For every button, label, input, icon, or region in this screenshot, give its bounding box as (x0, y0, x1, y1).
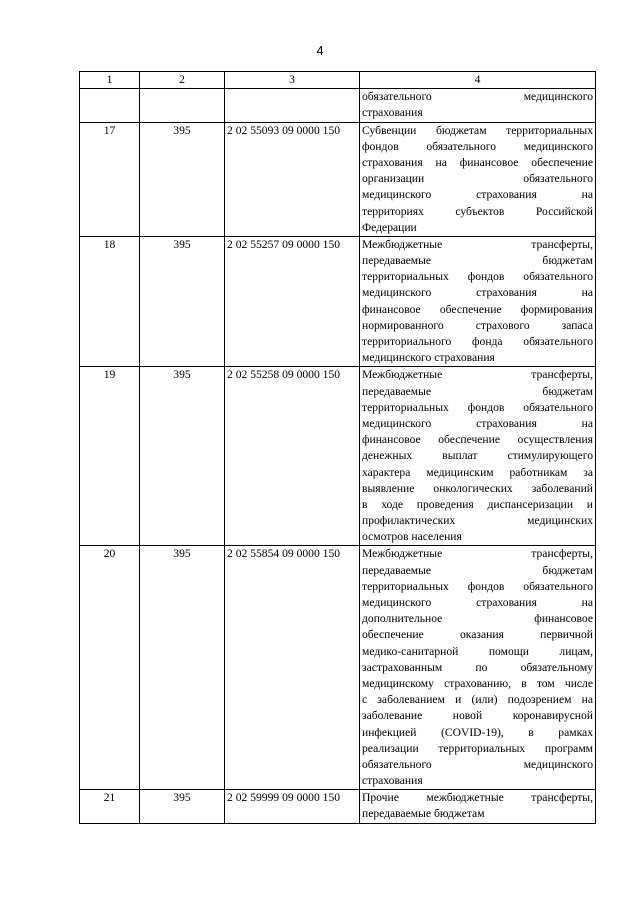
description-line: страхования (362, 106, 423, 120)
row-description (360, 122, 596, 236)
header-cell-1: 1 (80, 72, 140, 89)
row-number: 17 (80, 122, 140, 236)
description-line: медицинского страхования (362, 351, 495, 365)
row-number: 19 (80, 367, 140, 546)
description-line: передаваемые бюджетам (362, 563, 593, 577)
description-line: финансовое обеспечение осуществления (362, 433, 593, 447)
budget-table (79, 71, 596, 824)
description-line: обязательного медицинского (362, 90, 593, 104)
description-line: денежных выплат стимулирующего (362, 449, 593, 463)
row-code: 395 (140, 790, 225, 823)
row-kbk: 2 02 55854 09 0000 150 (225, 546, 360, 790)
table-row (80, 790, 596, 823)
description-line: территориального фонда обязательного (362, 335, 593, 349)
description-line: дополнительное финансовое (362, 612, 593, 626)
header-cell-2: 2 (140, 72, 225, 89)
description-line: характера медицинским работникам за (362, 465, 593, 479)
row-description (360, 236, 596, 367)
row-code: 395 (140, 122, 225, 236)
description-line: территориальных фондов обязательного (362, 579, 593, 593)
row-kbk: 2 02 55257 09 0000 150 (225, 236, 360, 367)
description-line: застрахованным по обязательному (362, 660, 593, 674)
row-description (360, 546, 596, 790)
description-line: в ходе проведения диспансеризации и (362, 497, 593, 511)
table-row (80, 367, 596, 546)
description-line: Межбюджетные трансферты, (362, 547, 593, 561)
description-line: медицинского страхования на (362, 596, 593, 610)
description-line: территориальных фондов обязательного (362, 400, 593, 414)
description-line: передаваемые бюджетам (362, 254, 593, 268)
row-code (140, 89, 225, 122)
table-row (80, 236, 596, 367)
description-line: инфекцией (COVID-19), в рамках (362, 725, 593, 739)
description-line: медицинского страхования на (362, 416, 593, 430)
row-description (360, 367, 596, 546)
description-line: осмотров населения (362, 530, 462, 544)
description-line: нормированного страхового запаса (362, 318, 593, 332)
description-line: медицинского страхования на (362, 188, 593, 202)
description-line: медицинского страхования на (362, 286, 593, 300)
description-line: фондов обязательного медицинского (362, 139, 593, 153)
page-number: 4 (316, 43, 324, 58)
description-line: территориях субъектов Российской (362, 204, 593, 218)
description-line: страхования (362, 774, 423, 788)
description-line: обеспечение оказания первичной (362, 628, 593, 642)
description-line: Межбюджетные трансферты, (362, 368, 593, 382)
description-line: финансовое обеспечение формирования (362, 302, 593, 316)
description-line: организации обязательного (362, 172, 593, 186)
row-number: 20 (80, 546, 140, 790)
row-kbk: 2 02 55258 09 0000 150 (225, 367, 360, 546)
row-kbk: 2 02 59999 09 0000 150 (225, 790, 360, 823)
description-line: Межбюджетные трансферты, (362, 237, 593, 251)
row-description (360, 89, 596, 122)
description-line: Прочие межбюджетные трансферты, (362, 791, 593, 805)
description-line: территориальных фондов обязательного (362, 270, 593, 284)
row-kbk: 2 02 55093 09 0000 150 (225, 122, 360, 236)
row-kbk (225, 89, 360, 122)
description-line: медицинскому страхованию, в том числе (362, 676, 593, 690)
row-code: 395 (140, 367, 225, 546)
description-line: передаваемые бюджетам (362, 807, 485, 821)
row-number (80, 89, 140, 122)
description-line: обязательного медицинского (362, 757, 593, 771)
description-line: реализации территориальных программ (362, 741, 593, 755)
description-line: Субвенции бюджетам территориальных (362, 123, 593, 137)
description-line: заболевание новой коронавирусной (362, 709, 593, 723)
header-cell-3: 3 (225, 72, 360, 89)
header-row (80, 72, 596, 89)
description-line: медико-санитарной помощи лицам, (362, 644, 593, 658)
row-number: 18 (80, 236, 140, 367)
table-row (80, 89, 596, 122)
description-line: страхования на финансовое обеспечение (362, 155, 593, 169)
description-line: передаваемые бюджетам (362, 384, 593, 398)
row-code: 395 (140, 546, 225, 790)
row-description (360, 790, 596, 823)
table-row (80, 122, 596, 236)
description-line: Федерации (362, 220, 417, 234)
row-number: 21 (80, 790, 140, 823)
row-code: 395 (140, 236, 225, 367)
description-line: с заболеванием и (или) подозрением на (362, 693, 593, 707)
table-row (80, 546, 596, 790)
description-line: выявление онкологических заболеваний (362, 481, 593, 495)
description-line: профилактических медицинских (362, 514, 593, 528)
header-cell-4: 4 (360, 72, 596, 89)
